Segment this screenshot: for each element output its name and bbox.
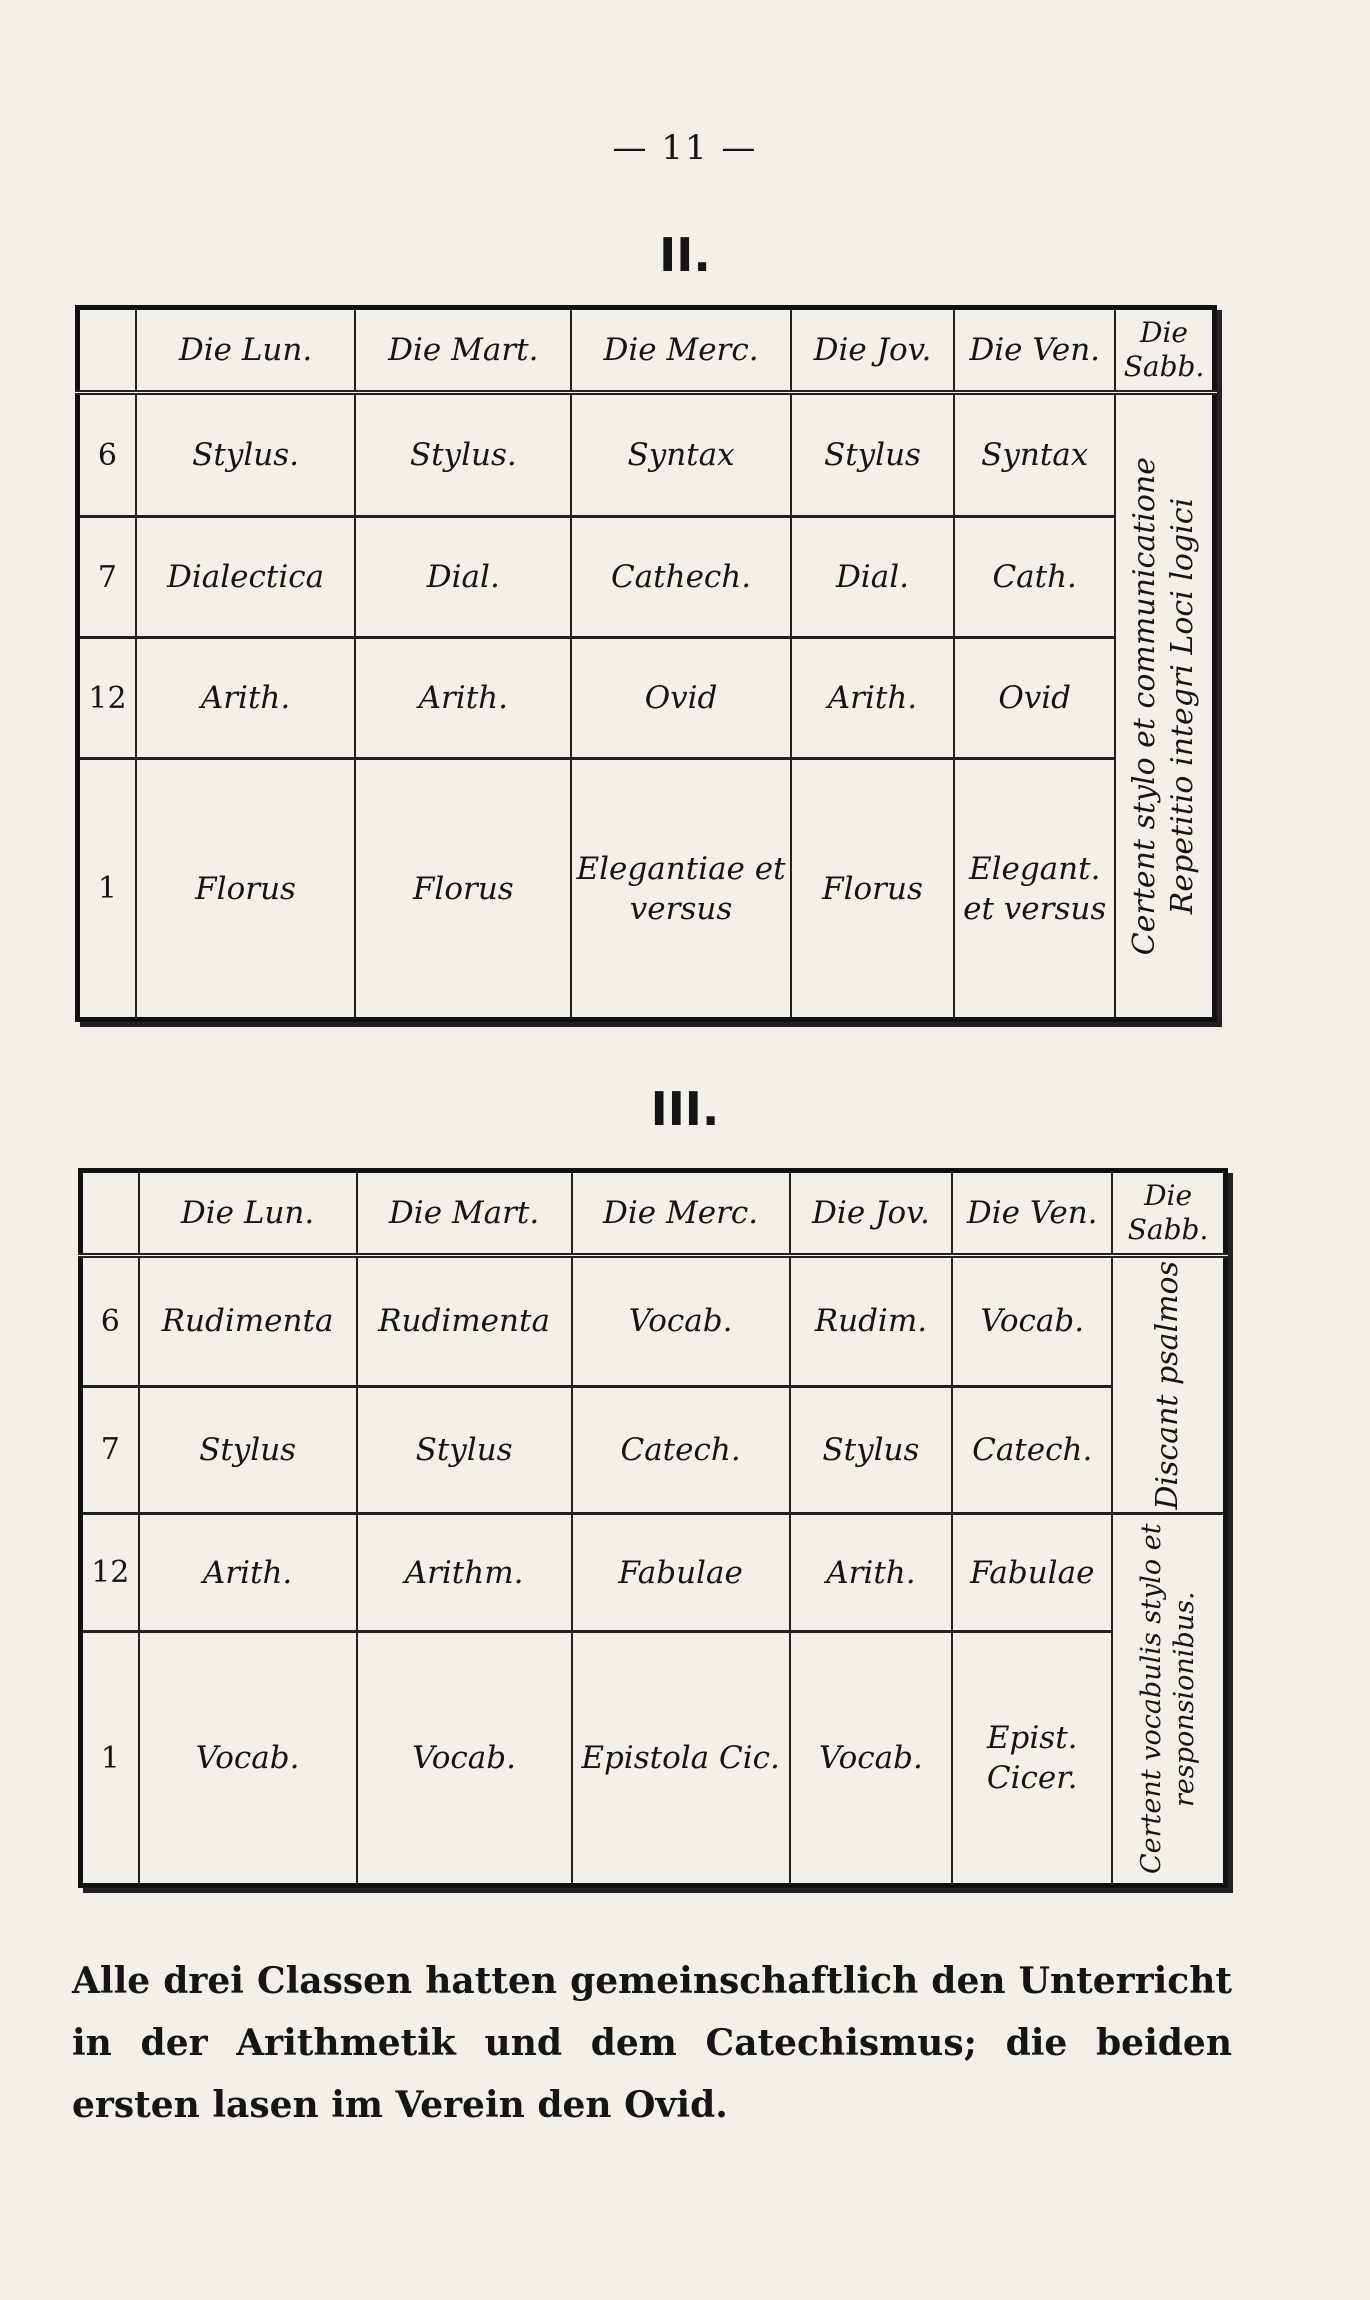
hour-cell: 1 bbox=[78, 759, 136, 1020]
header-ven: Die Ven. bbox=[952, 1171, 1112, 1256]
subject-cell: Vocab. bbox=[572, 1256, 790, 1387]
hour-cell: 7 bbox=[78, 517, 136, 638]
table-row bbox=[81, 1632, 1226, 1886]
hour-cell: 12 bbox=[78, 638, 136, 759]
sabbath-text-iii-lower: Certent vocabulis stylo et responsionibus. bbox=[1136, 1523, 1201, 1875]
subject-cell: Vocab. bbox=[357, 1632, 572, 1886]
subject-cell: Fabulae bbox=[572, 1514, 790, 1632]
subject-cell: Cathech. bbox=[571, 517, 790, 638]
subject-cell: Catech. bbox=[572, 1386, 790, 1513]
sabbath-text-upper: Repetitio integri Loci logici bbox=[1165, 497, 1201, 915]
subject-cell: Rudim. bbox=[790, 1256, 953, 1387]
subject-cell: Dial. bbox=[791, 517, 955, 638]
subject-cell: Catech. bbox=[952, 1386, 1112, 1513]
subject-cell: Stylus bbox=[791, 393, 955, 517]
page-number: — 11 — bbox=[612, 128, 758, 168]
subject-cell: Arith. bbox=[790, 1514, 953, 1632]
subject-cell: Stylus. bbox=[136, 393, 355, 517]
subject-cell: Dialectica bbox=[136, 517, 355, 638]
table-ii-label: II. bbox=[659, 228, 711, 282]
subject-cell: Stylus bbox=[357, 1386, 572, 1513]
subject-cell: Dial. bbox=[355, 517, 571, 638]
subject-cell: Arith. bbox=[791, 638, 955, 759]
subject-cell: Arith. bbox=[139, 1514, 357, 1632]
sabbath-text-iii-upper: Discant psalmos bbox=[1150, 1260, 1186, 1510]
hour-cell: 1 bbox=[81, 1632, 139, 1886]
header-mart: Die Mart. bbox=[357, 1171, 572, 1256]
subject-cell: Vocab. bbox=[139, 1632, 357, 1886]
subject-cell: Vocab. bbox=[790, 1632, 953, 1886]
footer-paragraph: Alle drei Classen hatten gemeinschaftlich den Unterricht in der Arithmetik und dem Catechismus; die beiden ersten lasen im Verein den Ovid. bbox=[72, 1960, 1232, 2126]
header-lun: Die Lun. bbox=[136, 308, 355, 393]
sabbath-cell-lower bbox=[1112, 1514, 1225, 1886]
subject-cell: Cath. bbox=[954, 517, 1115, 638]
subject-cell: Rudimenta bbox=[139, 1256, 357, 1387]
header-merc: Die Merc. bbox=[572, 1171, 790, 1256]
table-row bbox=[78, 638, 1215, 759]
subject-cell: Syntax bbox=[954, 393, 1115, 517]
hour-cell: 12 bbox=[81, 1514, 139, 1632]
header-hour bbox=[78, 308, 136, 393]
subject-cell: Florus bbox=[136, 759, 355, 1020]
sabbath-cell bbox=[1115, 393, 1214, 1020]
header-mart: Die Mart. bbox=[355, 308, 571, 393]
subject-cell: Rudimenta bbox=[357, 1256, 572, 1387]
subject-cell: Fabulae bbox=[952, 1514, 1112, 1632]
subject-cell: Epist. Cicer. bbox=[952, 1632, 1112, 1886]
table-row bbox=[81, 1386, 1226, 1513]
subject-cell: Ovid bbox=[954, 638, 1115, 759]
subject-cell: Epistola Cic. bbox=[572, 1632, 790, 1886]
subject-cell: Stylus. bbox=[355, 393, 571, 517]
header-ven: Die Ven. bbox=[954, 308, 1115, 393]
subject-cell: Arith. bbox=[355, 638, 571, 759]
sabbath-text-lower: Certent stylo et communicatione bbox=[1127, 456, 1163, 956]
sabbath-cell-upper bbox=[1112, 1256, 1225, 1514]
table-row bbox=[78, 759, 1215, 1020]
table-header-row bbox=[78, 308, 1215, 393]
subject-cell: Florus bbox=[791, 759, 955, 1020]
header-sabb: Die Sabb. bbox=[1115, 308, 1214, 393]
schedule-table-iii bbox=[78, 1168, 1228, 1888]
header-lun: Die Lun. bbox=[139, 1171, 357, 1256]
header-jov: Die Jov. bbox=[791, 308, 955, 393]
subject-cell: Syntax bbox=[571, 393, 790, 517]
subject-cell: Vocab. bbox=[952, 1256, 1112, 1387]
subject-cell: Arithm. bbox=[357, 1514, 572, 1632]
header-merc: Die Merc. bbox=[571, 308, 790, 393]
table-header-row bbox=[81, 1171, 1226, 1256]
table-iii-label: III. bbox=[650, 1082, 720, 1136]
table-row bbox=[81, 1256, 1226, 1387]
table-row bbox=[78, 517, 1215, 638]
table-row bbox=[78, 393, 1215, 517]
subject-cell: Stylus bbox=[790, 1386, 953, 1513]
hour-cell: 6 bbox=[78, 393, 136, 517]
header-sabb: Die Sabb. bbox=[1112, 1171, 1225, 1256]
subject-cell: Stylus bbox=[139, 1386, 357, 1513]
subject-cell: Ovid bbox=[571, 638, 790, 759]
sabbath-text-ii bbox=[1126, 457, 1202, 955]
subject-cell: Elegantiae et versus bbox=[571, 759, 790, 1020]
subject-cell: Arith. bbox=[136, 638, 355, 759]
header-jov: Die Jov. bbox=[790, 1171, 953, 1256]
subject-cell: Elegant. et versus bbox=[954, 759, 1115, 1020]
schedule-table-ii bbox=[75, 305, 1217, 1022]
table-row bbox=[81, 1514, 1226, 1632]
subject-cell: Florus bbox=[355, 759, 571, 1020]
header-hour bbox=[81, 1171, 139, 1256]
hour-cell: 7 bbox=[81, 1386, 139, 1513]
hour-cell: 6 bbox=[81, 1256, 139, 1387]
